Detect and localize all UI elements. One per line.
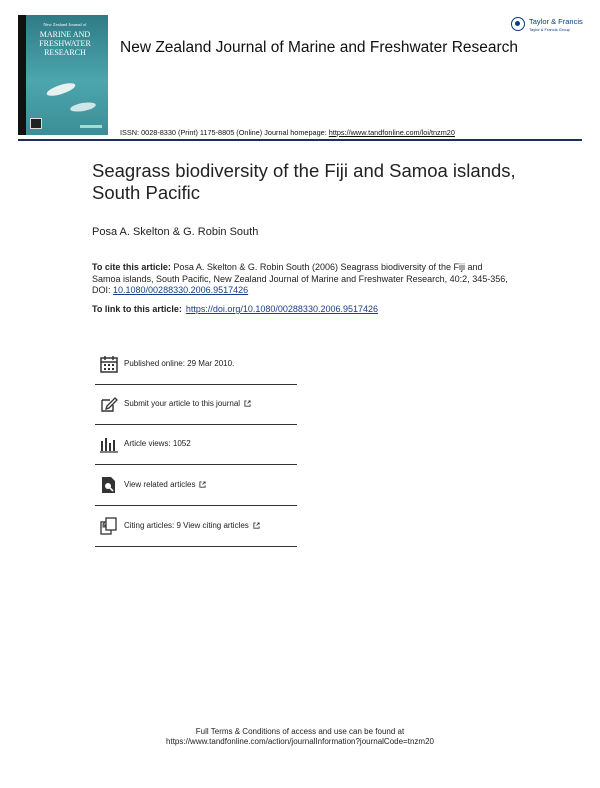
footer-terms-link[interactable]: https://www.tandfonline.com/action/journalInformation?journalCode=tnzm20 — [166, 737, 434, 746]
row-divider — [95, 505, 297, 506]
issn-line — [120, 128, 455, 137]
article-authors[interactable]: Posa A. Skelton & G. Robin South — [92, 226, 259, 238]
footer-terms-text: Full Terms & Conditions of access and use can be found at — [195, 727, 405, 736]
external-link-icon — [244, 400, 251, 407]
related-articles-link[interactable] — [124, 480, 206, 489]
citations-icon — [100, 517, 118, 535]
cover-text-line4: RESEARCH — [44, 48, 86, 57]
article-link-label: To link to this article: — [92, 304, 182, 314]
journal-title[interactable]: New Zealand Journal of Marine and Freshwater Research — [120, 39, 519, 56]
related-row[interactable] — [95, 466, 297, 506]
journal-cover — [18, 15, 108, 135]
external-link-icon — [253, 522, 260, 529]
journal-homepage-link[interactable]: https://www.tandfonline.com/loi/tnzm20 — [328, 128, 455, 137]
published-date: Published online: 29 Mar 2010. — [124, 359, 235, 368]
header-divider — [18, 139, 582, 141]
taylor-francis-logo-icon — [511, 17, 525, 31]
cover-publisher-mark — [80, 125, 102, 128]
article-doi-link[interactable]: https://doi.org/10.1080/00288330.2006.9517426 — [185, 304, 379, 314]
citing-articles-label: Citing articles: 9 View citing articles — [124, 521, 249, 530]
cover-text-line1: New Zealand Journal of — [43, 22, 87, 27]
row-divider — [95, 464, 297, 465]
submit-article-link[interactable] — [124, 399, 251, 408]
publisher-name: Taylor & Francis — [529, 17, 583, 26]
publisher-subname: Taylor & Francis Group — [529, 27, 570, 32]
cover-text-line2: MARINE AND — [39, 30, 91, 39]
cover-text-line3: FRESHWATER — [39, 39, 91, 48]
submit-article-label: Submit your article to this journal — [124, 399, 241, 408]
related-articles-label: View related articles — [124, 480, 196, 489]
calendar-icon — [100, 355, 118, 373]
citation-doi-link[interactable]: 10.1080/00288330.2006.9517426 — [113, 285, 249, 295]
submit-row[interactable] — [95, 385, 297, 425]
issn-text: ISSN: 0028-8330 (Print) 1175-8805 (Online) Journal homepage: — [120, 128, 329, 137]
citing-row[interactable] — [95, 507, 297, 547]
row-divider — [95, 546, 297, 547]
cover-badge — [30, 118, 42, 129]
citation-text: Posa A. Skelton & G. Robin South (2006) Seagrass biodiversity of the Fiji and Samoa islands, South Pacific, New Zealand Journal of Marine and Freshwater Research, 40:2, 345-356, DOI: — [92, 262, 508, 295]
bar-chart-icon — [100, 435, 118, 453]
citing-articles-link[interactable] — [124, 521, 260, 530]
published-row — [95, 345, 297, 385]
citation-label: To cite this article: — [92, 262, 171, 272]
article-title: Seagrass biodiversity of the Fiji and Samoa islands, South Pacific — [92, 160, 516, 203]
cover-spine — [18, 15, 26, 135]
citation-block — [92, 262, 512, 297]
views-row — [95, 425, 297, 465]
search-document-icon — [100, 476, 118, 494]
edit-icon — [100, 395, 118, 413]
article-link-line — [92, 304, 378, 314]
external-link-icon — [199, 481, 206, 488]
article-views: Article views: 1052 — [124, 439, 191, 448]
